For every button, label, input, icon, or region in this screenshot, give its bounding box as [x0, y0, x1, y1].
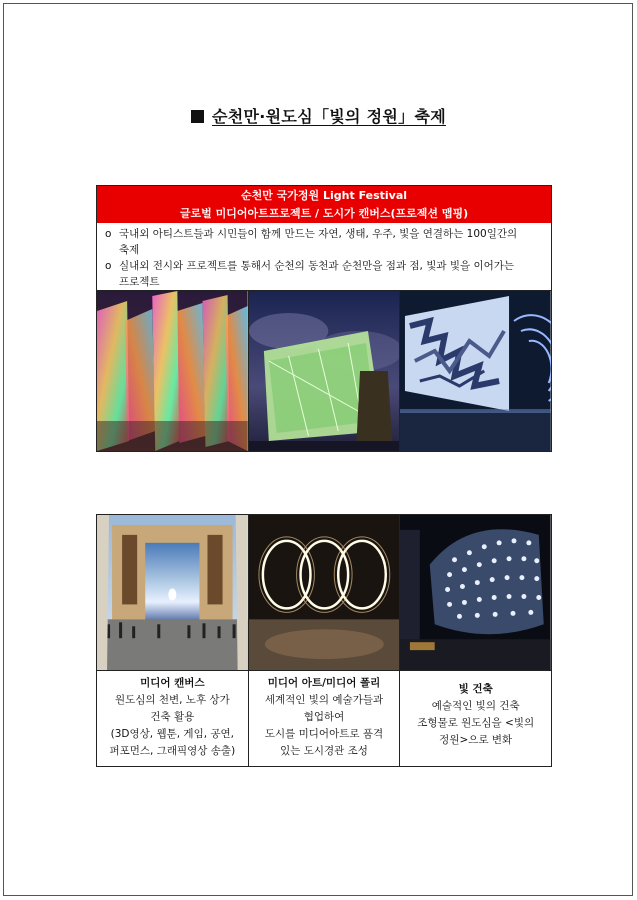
- photo-light-architecture: [400, 515, 551, 670]
- bullet-text-line: 실내외 전시와 프로젝트를 통해서 순천의 동천과 순천만을 점과 점, 빛과 빛을 이어가는: [119, 260, 515, 272]
- bullet-marker: o: [105, 260, 112, 272]
- festival-description: [97, 223, 551, 291]
- project-photo-row: [97, 515, 551, 671]
- caption-line: 도시를 미디어아트로 품격: [264, 728, 384, 740]
- bullet-text-line: 축제: [119, 244, 140, 256]
- caption-line: 건축 활용: [150, 711, 195, 723]
- photo-media-canvas: [97, 515, 249, 670]
- festival-photo-row: [97, 291, 551, 451]
- caption-title: 미디어 캔버스: [140, 677, 205, 689]
- caption-title: 미디어 아트/미디어 폴리: [267, 677, 381, 689]
- caption-line: 정원>으로 변화: [439, 734, 513, 746]
- caption-light-architecture: [400, 671, 551, 766]
- project-captions-row: [97, 671, 551, 766]
- caption-title: 빛 건축: [458, 683, 493, 695]
- bullet-item: [105, 258, 543, 290]
- bullet-item: [105, 226, 543, 258]
- caption-line: 원도심의 천변, 노후 상가: [114, 694, 230, 706]
- caption-media-art: [249, 671, 401, 766]
- caption-line: 있는 도시경관 조성: [280, 745, 368, 757]
- caption-line: 퍼포먼스, 그래픽영상 송출): [109, 745, 236, 757]
- caption-line: 세계적인 빛의 예술가들과: [264, 694, 384, 706]
- photo-media-art-rings: [249, 515, 401, 670]
- bullet-text-line: 프로젝트: [119, 276, 160, 288]
- square-bullet-icon: [191, 110, 204, 123]
- festival-header: [97, 186, 551, 223]
- caption-line: 예술적인 빛의 건축: [431, 700, 520, 712]
- project-types-box: [96, 514, 552, 767]
- caption-line: (3D영상, 웹툰, 게임, 공연,: [110, 728, 235, 740]
- festival-header-line1: 순천만 국가정원 Light Festival: [240, 189, 408, 202]
- festival-overview-box: [96, 185, 552, 452]
- caption-line: 조형물로 원도심을 <빛의: [417, 717, 535, 729]
- photo-light-panels: [97, 291, 249, 451]
- photo-projection-wall: [400, 291, 551, 451]
- festival-header-line2: 글로벌 미디어아트프로젝트 / 도시가 캔버스(프로젝션 맵핑): [179, 207, 469, 220]
- photo-light-sculpture: [249, 291, 401, 451]
- page-title-text: 순천만·원도심「빛의 정원」축제: [212, 107, 446, 126]
- caption-media-canvas: [97, 671, 249, 766]
- bullet-text-line: 국내외 아티스트들과 시민들이 함께 만드는 자연, 생태, 우주, 빛을 연결하는 100일간의: [119, 228, 518, 240]
- page-title: [0, 104, 637, 127]
- caption-line: 협업하여: [303, 711, 345, 723]
- bullet-marker: o: [105, 228, 112, 240]
